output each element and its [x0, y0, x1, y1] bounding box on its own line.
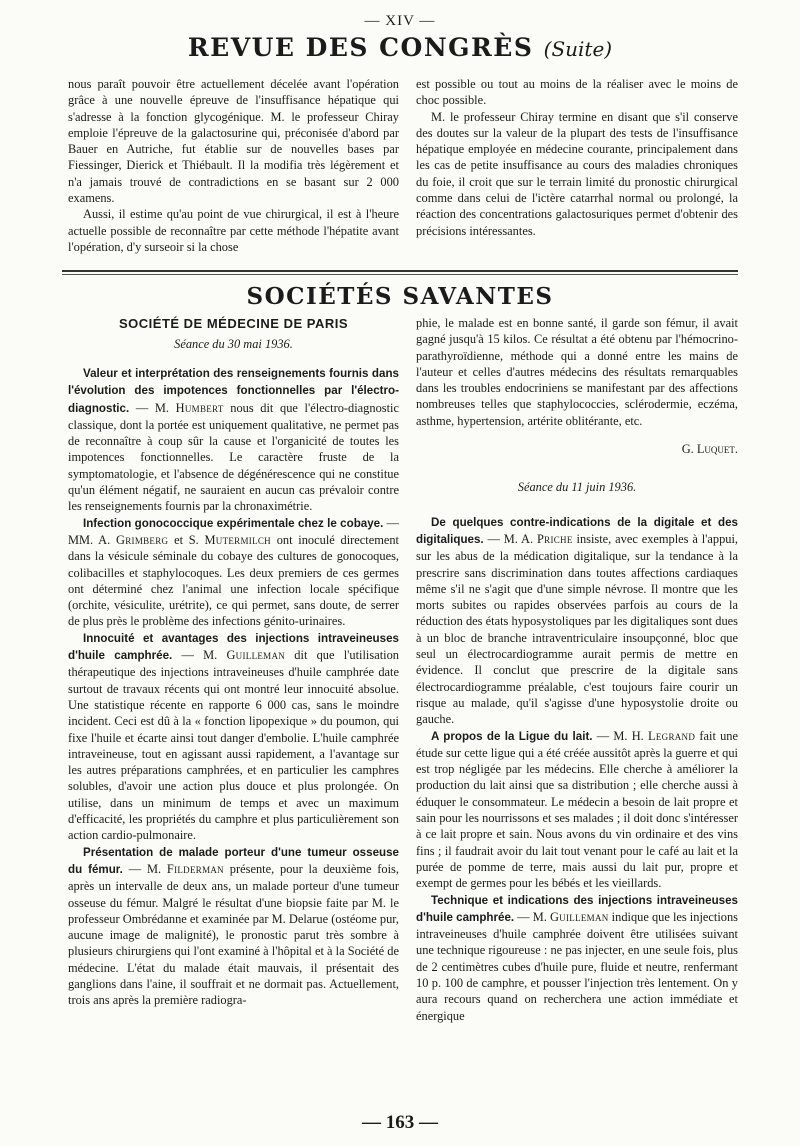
article — [416, 892, 738, 1024]
article-text: insiste, avec exemples à l'appui, sur les abus de la médication digitalique, sur la tendance à la prescrire sans discrimination dans toutes affections cardiaques même s'il ne s'agit que d'une simple névrose. Il montre que les morts subites ou rapides observées parfois au cours de la réduction des états hyposystoliques par les digitaliques sont dues à un bloc de branche intraventriculaire insoupçonné, bloc que seul un électrocardiogramme aurait permis de mettre en évidence. Il conclut que prescrire de la digitale sans électrocardiogramme préalable, c'est toujours faire courir un risque au malade, qu'il s'agisse d'une hyposystolie droite ou gauche. — [416, 531, 738, 727]
article-heading: Innocuité et avantages des injections intraveineuses d'huile camphrée. — [68, 631, 399, 663]
signature: G. Luquet. — [681, 442, 738, 457]
article-heading: A propos de la Ligue du lait. — [431, 729, 593, 743]
paragraph: nous paraît pouvoir être actuellement décelée avant l'opération grâce à une nouvelle épreuve de l'insuffisance hépatique qui s'adresse à la fonction glycogénique. M. le professeur Chiray emploie l'épreuve de la galactosurine qui, préconisée d'abord par Bauer en Autriche, fut établie sur de nouvelles bases par Fiessinger, Dierick et Thiébault. Il la modifia très légèrement et n'a jamais trouvé de contradictions en se basant sur 2 000 examens. — [68, 77, 399, 206]
paragraph: Aussi, il estime qu'au point de vue chirurgical, il est à l'heure actuelle possible de reconnaître par cette méthode l'hépatite avant l'opération, d'y surseoir si la chose — [68, 207, 399, 254]
paragraph: est possible ou tout au moins de la réaliser avec le moins de choc possible. — [416, 77, 738, 108]
running-head: — XIV — — [364, 13, 436, 29]
top-left-column — [68, 76, 399, 255]
author-name: Filderman — [166, 861, 224, 876]
section-title-suffix: (Suite) — [543, 37, 613, 61]
article-heading: De quelques contre-indications de la digitale et des digitaliques. — [416, 515, 738, 546]
author-name: Grimberg — [115, 532, 169, 547]
article-text: nous dit que l'électro-diagnostic classique, dont la portée est uniquement qualitative, ne permet pas de reconnaître à coup sûr la cause et l'organicité de toutes les impotences fonctionnelles. Le caractère fruste de la symptomatologie, et l'absence de dégénérescence qui ne constitue qu'un élément négatif, ne sauraient en aucun cas prévaloir contre les renseignements fournis par la chronaximétrie. — [68, 400, 399, 514]
societes-title: SOCIÉTÉS SAVANTES — [246, 283, 554, 310]
society-title: SOCIÉTÉ DE MÉDECINE DE PARIS — [118, 316, 348, 331]
article — [68, 630, 399, 844]
bottom-right-column — [416, 315, 738, 1024]
author-name: Guilleman — [226, 648, 286, 663]
article-text: ont inoculé directement dans la vésicule séminale du cobaye des cultures de gonocoques, colibacilles et staphylocoques. Les deux premiers de ces germes ont déterminé chez l'animal une infection locale spécifique (orchite, vésiculite, urétrite), ce qui permet, sans doute, de serrer de plus près le problème des infections génito-urinaires. — [68, 532, 399, 629]
article-text: dit que l'utilisation thérapeutique des injections intraveineuses d'huile camphrée date surtout de travaux récents qui ont montré leur innocuité absolue. Une statistique récente en rapporte 6 000 cas, sans le moindre incident. Ceci est dû à la « fonction lipopexique » du poumon, qui fixe l'huile et écarte ainsi tout danger d'embolie. L'huile camphrée intraveineuse, tout en agissant aussi rapidement, a l'avantage sur les autres préparations camphrées, et en particulier les camphres solubles, d'avoir une action plus douce et plus prolongée. On utilise, dans un minimum de temps et avec un maximum d'efficacité, les propriétés du camphre et plus particulièrement son action cardio-pulmonaire. — [68, 648, 399, 843]
article-text: — M. H. — [592, 728, 648, 743]
page-number: — 163 — — [362, 1112, 438, 1133]
article — [68, 844, 399, 1009]
article-continuation: phie, le malade est en bonne santé, il garde son fémur, il avait gagné jusqu'à 15 kilos. Ce résultat a été obtenu par l'hémocrino-parathyroïdienne, méthode qui a donné entre les mains de l'auteur et celles d'autres médecins des résultats remarquables dans les troubles endocriniens se manifestant par des affections nombreuses telles que staphylococcies, sclérodermie, eczéma, asthme, hypertension, artérite oblitérante, etc. — [416, 316, 738, 428]
section-divider — [62, 270, 738, 272]
paragraph: M. le professeur Chiray termine en disant que s'il conserve des doutes sur la valeur de la plupart des tests de l'insuffisance hépatique employée en médecine courante, principalement dans les cas de petite insuffisance au cours des maladies chroniques du foie, il croit que sur le terrain limité du pronostic chirurgical comme dans celui de l'ictère catarrhal normal ou prolongé, la réaction des concentrations galactosuriques permet d'obtenir des précisions intéressantes. — [416, 109, 738, 238]
session-date: Séance du 30 mai 1936. — [174, 337, 293, 351]
section-title — [0, 33, 800, 62]
author-name: Mutermilch — [204, 532, 271, 547]
article-heading: Infection gonococcique expérimentale chez le cobaye. — [83, 516, 384, 530]
article-text: présente, pour la deuxième fois, après un intervalle de deux ans, un malade porteur d'une tumeur osseuse du fémur. Malgré le résultat d'une biopsie faite par M. le professeur Ombrédanne et examinée par M. Delarue (ostéome pur, aucune image de malignité), le pronostic parut très sombre à plusieurs chirurgiens qui l'ont examiné à l'hôpital et à la Société de médecine. L'état du malade était mauvais, il présentait des ganglions dans l'aine, il souffrait et ne dormait pas. Actuellement, trois ans après la première radiogra- — [68, 861, 399, 1008]
article — [416, 514, 738, 728]
top-right-column — [416, 76, 738, 239]
article-text: fait une étude sur cette ligue qui a été créée aussitôt après la guerre et qui est trop négligée par les médecins. Elle cherche à améliorer la production du lait ainsi que sa distribution ; elle cherche aussi à éduquer le consommateur. Le médecin a besoin de lait propre et sain pour les nourrissons et ses malades ; il doit donc s'intéresser à ce lait propre et sain. Nous avons du vin ordinaire et des vins fins ; il faudrait avoir du lait tout venant pour le café au lait et la purée de pomme de terre, mais aussi du lait pur, propre et exempt de germes pour les bébés et les vieillards. — [416, 728, 738, 891]
section-divider-thin — [62, 274, 738, 275]
article-heading: Valeur et interprétation des renseignements fournis dans l'évolution des impotences fonctionnelles par l'électro-diagnostic. — [68, 367, 399, 415]
author-name: Priche — [536, 531, 573, 546]
article-text: — M. — [122, 861, 167, 876]
article-text: — M. — [514, 909, 550, 924]
article-text: indique que les injections intraveineuses d'huile camphrée doivent être utilisées suivant une technique rigoureuse : ne pas injecter, en une seule fois, plus de 2 centimètres cubes d'huile pure, fluide et neutre, renfermant 10 p. 100 de camphre, et pousser l'injection très lentement. On y aura recours quand on recherchera une action immédiate et énergique — [416, 909, 738, 1023]
author-name: Humbert — [175, 400, 224, 415]
article — [68, 365, 399, 515]
bottom-left-column — [68, 365, 399, 1009]
article-text: et S. — [168, 532, 205, 547]
article — [416, 728, 738, 892]
article-heading: Présentation de malade porteur d'une tumeur osseuse du fémur. — [68, 845, 399, 876]
author-name: Guilleman — [549, 909, 609, 924]
article-text: — MM. A. — [68, 515, 399, 547]
article-text: — M. — [129, 400, 176, 415]
session-date: Séance du 11 juin 1936. — [517, 480, 637, 495]
article-text: — M. — [172, 648, 227, 663]
section-title-text: REVUE DES CONGRÈS — [187, 33, 534, 62]
article-text: — M. A. — [483, 531, 537, 546]
article-heading: Technique et indications des injections intraveineuses d'huile camphrée. — [416, 893, 738, 924]
author-name: Legrand — [647, 728, 696, 743]
article — [68, 515, 399, 630]
